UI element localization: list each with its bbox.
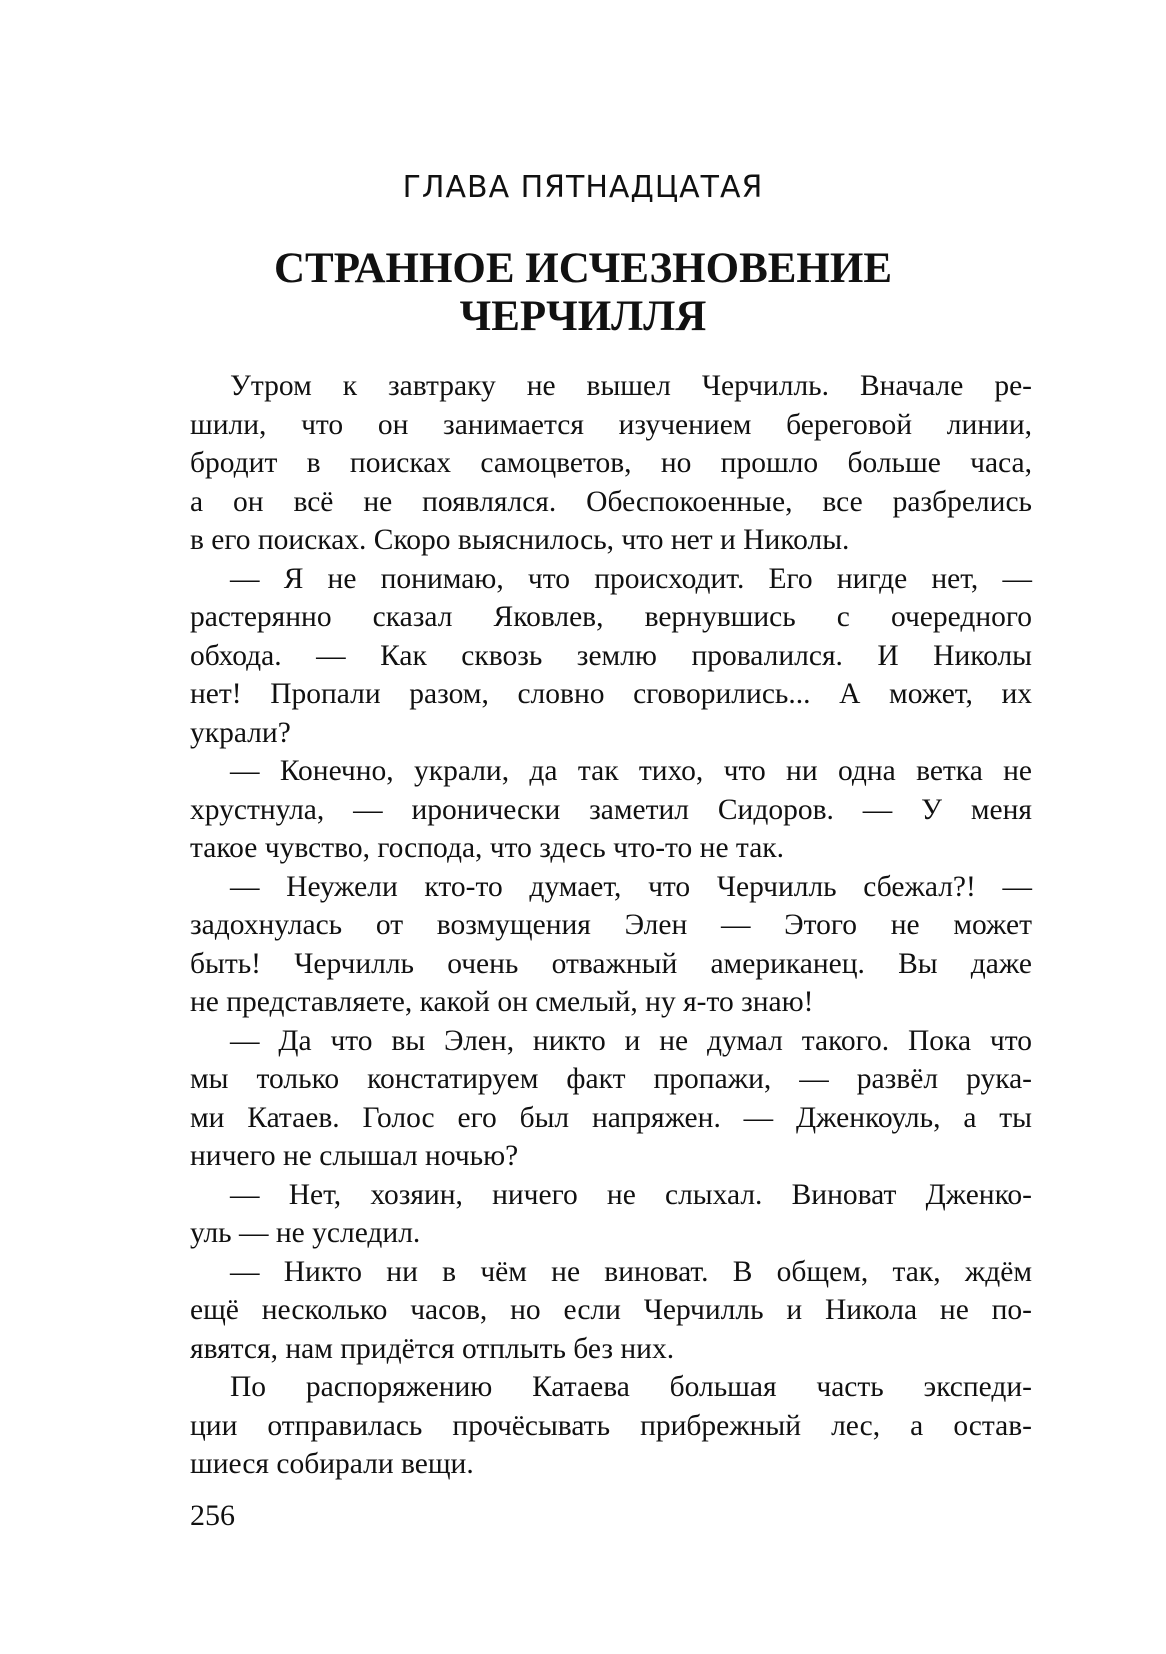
text-line: хрустнула, — иронически заметил Сидоров. — У меня (190, 793, 1032, 826)
text-line: Утром к завтраку не вышел Черчилль. Вначале ре- (230, 370, 1032, 402)
text-line: а он всё не появлялся. Обеспокоенные, все разбрелись (190, 485, 1032, 518)
text-line: — Я не понимаю, что происходит. Его нигде нет, — (230, 562, 1032, 595)
text-line: не представляете, какой он смелый, ну я-то знаю! (190, 986, 814, 1018)
text-line: шиеся собирали вещи. (190, 1448, 474, 1480)
text-line: шили, что он занимается изучением береговой линии, (190, 408, 1032, 441)
text-line: нет! Пропали разом, словно сговорились... А может, их (190, 678, 1032, 710)
text-line: — Да что вы Элен, никто и не думал такого. Пока что (230, 1024, 1032, 1057)
text-line: явятся, нам придётся отплыть без них. (190, 1332, 675, 1365)
text-line: ции отправилась прочёсывать прибрежный лес, а остав- (190, 1409, 1032, 1442)
text-line: — Конечно, украли, да так тихо, что ни одна ветка не (230, 755, 1032, 787)
page-number: 256 (190, 1499, 235, 1532)
chapter-title-line: ЧЕРЧИЛЛЯ (459, 293, 707, 340)
text-line: украли? (190, 716, 291, 749)
text-line: задохнулась от возмущения Элен — Этого не может (190, 909, 1032, 941)
text-line: бродит в поисках самоцветов, но прошло больше часа, (190, 447, 1032, 479)
body-text (190, 367, 1032, 1484)
text-line: — Нет, хозяин, ничего не слыхал. Виноват Дженко- (230, 1178, 1032, 1211)
text-line: ничего не слышал ночью? (190, 1140, 519, 1172)
text-line: мы только констатируем факт пропажи, — развёл рука- (190, 1063, 1032, 1095)
text-line: в его поисках. Скоро выяснилось, что нет и Николы. (190, 524, 850, 556)
chapter-label: ГЛАВА ПЯТНАДЦАТАЯ (402, 170, 764, 205)
text-line: быть! Черчилль очень отважный американец. Вы даже (190, 947, 1032, 980)
text-line: По распоряжению Катаева большая часть экспеди- (230, 1371, 1032, 1403)
text-line: такое чувство, господа, что здесь что-то не так. (190, 832, 784, 864)
chapter-title (0, 245, 1166, 341)
text-line: ми Катаев. Голос его был напряжен. — Дженкоуль, а ты (190, 1101, 1032, 1134)
text-line: растерянно сказал Яковлев, вернувшись с очередного (190, 601, 1032, 633)
text-line: уль — не уследил. (190, 1217, 421, 1249)
text-line: — Неужели кто-то думает, что Черчилль сбежал?! — (230, 870, 1032, 903)
chapter-title-line: СТРАННОЕ ИСЧЕЗНОВЕНИЕ (273, 245, 893, 292)
text-line: обхода. — Как сквозь землю провалился. И Николы (190, 639, 1032, 672)
text-line: ещё несколько часов, но если Черчилль и Никола не по- (190, 1294, 1032, 1326)
text-line: — Никто ни в чём не виноват. В общем, так, ждём (230, 1255, 1032, 1288)
